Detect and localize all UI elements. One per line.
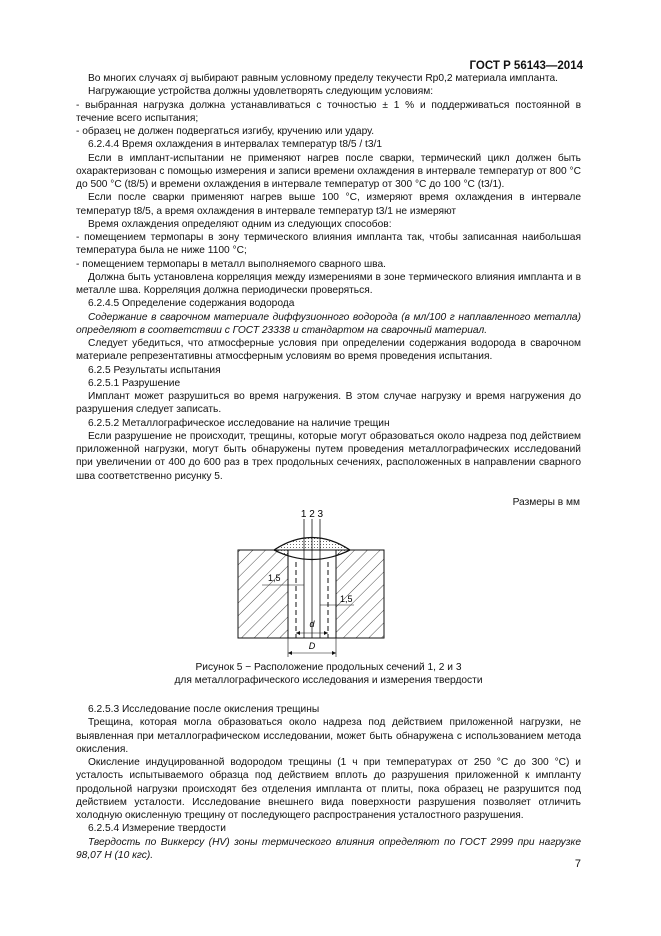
left-plate — [238, 550, 288, 638]
paragraph — [76, 85, 581, 98]
dim-d-label: d — [309, 619, 315, 629]
weld-section-figure — [232, 507, 392, 660]
paragraph-text: Если после сварки применяют нагрев выше 100 °С, измеряют время охлаждения в интервале температур t8/5, а время охлаждения в интервале температур t3/1 не измеряют — [76, 192, 581, 217]
paragraph — [76, 258, 581, 271]
text-block-top — [76, 72, 581, 483]
paragraph-text: Содержание в сварочном материале диффузионного водорода (в мл/100 г наплавленного металла) определяют в соответствии с ГОСТ 23338 и стандартом на сварочный материал. — [76, 311, 581, 336]
paragraph-text: Если в имплант-испытании не применяют нагрев после сварки, термический цикл должен быть охарактеризован с помощью измерения и записи времени охлаждения в интервале температур от 800 °С до 500 °С (t8/5) и времени охлаждения в интервале температур от 300 °С до 100 °С (t3/1). — [76, 152, 581, 190]
text-block-bottom — [76, 703, 581, 862]
paragraph — [76, 390, 581, 417]
paragraph-text: Имплант может разрушиться во время нагружения. В этом случае нагрузку и время нагружения до разрушения следует записать. — [76, 391, 581, 416]
paragraph-text: Трещина, которая могла образоваться около надреза под действием приложенной нагрузки, не выявленная при металлографическом исследовании, может быть обнаружена с использованием метода окисления. — [76, 717, 581, 755]
paragraph-text: 6.2.5.1 Разрушение — [88, 377, 181, 389]
paragraph-text: - образец не должен подвергаться изгибу, кручению или удару. — [76, 126, 375, 137]
paragraph-text: 6.2.5.3 Исследование после окисления трещины — [88, 704, 320, 715]
paragraph-italic — [76, 836, 581, 863]
paragraph-text: - выбранная нагрузка должна устанавливаться с точностью ± 1 % и поддерживаться постоянной в течение всего испытания; — [76, 99, 581, 124]
dim-right-label: 1,5 — [340, 594, 353, 604]
paragraph — [76, 72, 581, 85]
paragraph — [76, 337, 581, 364]
caption-line: Рисунок 5 − Расположение продольных сечений 1, 2 и 3 — [195, 662, 462, 673]
paragraph-text: 6.2.5 Результаты испытания — [88, 364, 221, 376]
section-heading — [76, 138, 581, 151]
paragraph-text: 6.2.4.4 Время охлаждения в интервалах температур t8/5 / t3/1 — [88, 139, 382, 151]
paragraph-text: Должна быть установлена корреляция между измерениями в зоне термического влияния импланта и в металле шва. Корреляция должна периодически проверяться. — [76, 271, 581, 296]
section-heading — [76, 297, 581, 310]
paragraph-text: - помещением термопары в зону термического влияния импланта так, чтобы записанная наибольшая температура была не ниже 1100 °С; — [76, 232, 581, 257]
section-heading — [76, 417, 581, 430]
paragraph-text: Следует убедиться, что атмосферные условия при определении содержания водорода в сварочном материале репрезентативны атмосферным условиям во время проведения испытания. — [76, 338, 581, 363]
paragraph-text: Окисление индуцированной водородом трещины (1 ч при температурах от 250 °С до 300 °С) и усталость испытываемого образца под действием вплоть до разрушения приложенной к импланту продольной нагрузки происходят без отделения импланта от плиты, пока образец не разрушится под действием усталости. Исследование внешнего вида поверхности разрушения позволяет отличить холодную окисленную трещину от последующего распространения усталостного разрушения. — [76, 757, 581, 821]
paragraph — [76, 231, 581, 258]
paragraph-text: Нагружающие устройства должны удовлетворять следующим условиям: — [88, 86, 434, 98]
figure-caption — [76, 661, 581, 688]
paragraph — [76, 430, 581, 483]
section-heading — [76, 703, 581, 716]
paragraph — [76, 756, 581, 822]
paragraph-text: 6.2.4.5 Определение содержания водорода — [88, 298, 295, 310]
paragraph-text: Время охлаждения определяют одним из следующих способов: — [88, 218, 392, 230]
paragraph — [76, 218, 581, 231]
section-heading — [76, 377, 581, 390]
paragraph — [76, 191, 581, 218]
paragraph-text: Если разрушение не происходит, трещины, которые могут образоваться около надреза под действием приложенной нагрузки, могут быть обнаружены путем проведения металлографических исследований при увеличении от 400 до 600 раз в трех продольных сечениях, расположенных в направлении сварного шва соответственно рисунку 5. — [76, 430, 581, 482]
paragraph — [76, 125, 581, 138]
dimensions-note: Размеры в мм — [512, 497, 580, 508]
paragraph-text: 6.2.5.2 Металлографическое исследование на наличие трещин — [88, 417, 390, 429]
section-heading — [76, 822, 581, 835]
dim-left-label: 1,5 — [268, 573, 281, 583]
paragraph — [76, 99, 581, 126]
paragraph — [76, 716, 581, 756]
section-numbers: 1 2 3 — [300, 509, 324, 520]
paragraph-text: 6.2.5.4 Измерение твердости — [88, 823, 226, 835]
paragraph — [76, 152, 581, 192]
dim-D-label: D — [308, 641, 316, 651]
caption-line: для металлографического исследования и измерения твердости — [174, 675, 483, 687]
paragraph — [76, 271, 581, 298]
standard-header: ГОСТ Р 56143—2014 — [469, 60, 583, 72]
paragraph-text: Твердость по Виккерсу (HV) зоны термического влияния определяют по ГОСТ 2999 при нагрузке 98,07 Н (10 кгс). — [76, 836, 581, 861]
section-heading — [76, 364, 581, 377]
page-number: 7 — [574, 858, 581, 870]
paragraph-italic — [76, 311, 581, 338]
paragraph-text: Во многих случаях σj выбирают равным условному пределу текучести Rp0,2 материала импланта. — [88, 73, 558, 84]
paragraph-text: - помещением термопары в металл выполняемого сварного шва. — [76, 258, 386, 270]
